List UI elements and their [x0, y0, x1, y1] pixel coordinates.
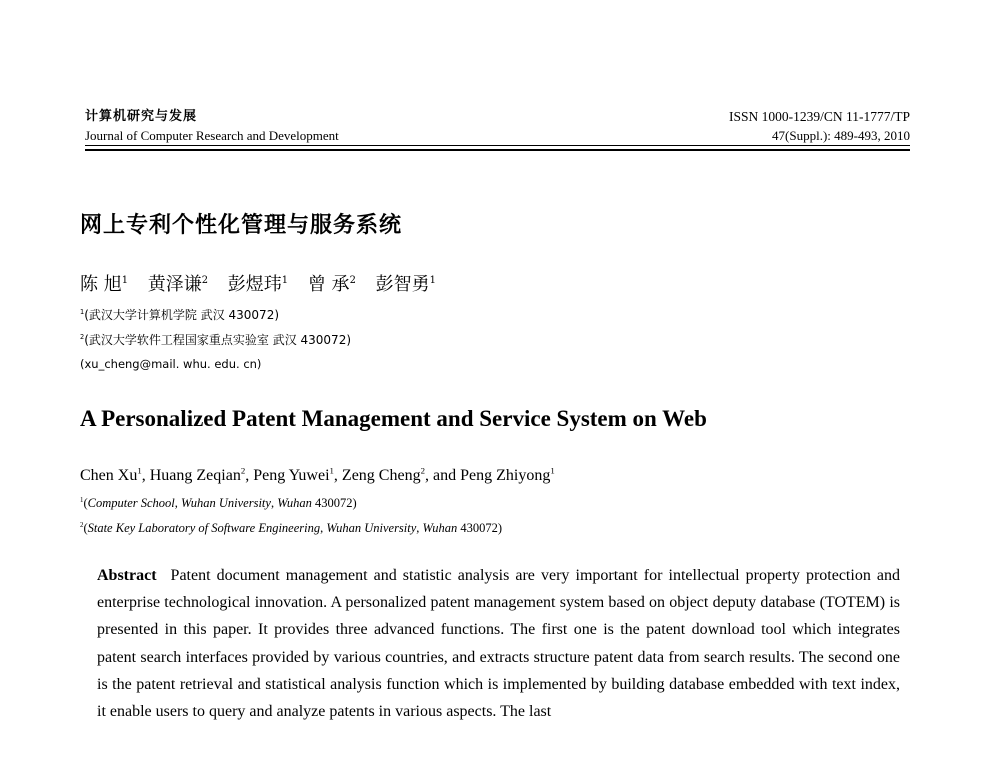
author-cn-affil-mark: 1: [281, 275, 289, 286]
author-en-name: Chen Xu: [80, 467, 138, 484]
journal-issue-block: [729, 108, 910, 144]
title-english: A Personalized Patent Management and Service System on Web: [80, 406, 707, 431]
author-en: [80, 467, 150, 484]
title-chinese: 网上专利个性化管理与服务系统: [80, 213, 403, 238]
affil-paren: (: [83, 496, 88, 510]
author-cn-name: 彭智勇: [375, 274, 430, 295]
author-cn-affil-mark: 2: [349, 275, 356, 286]
journal-name-block: [85, 108, 339, 144]
journal-name-cn: 计算机研究与发展: [85, 109, 198, 124]
abstract: [97, 562, 900, 725]
affil-sep: ,: [174, 496, 182, 510]
affiliation-en-2: [80, 521, 502, 536]
header-rule-thin: [85, 145, 910, 146]
author-en-affil-mark: 2: [420, 465, 425, 476]
affiliation-cn-2: [80, 331, 351, 348]
author-en-name: Peng Yuwei: [253, 467, 330, 484]
affil-univ: Wuhan University: [326, 521, 417, 535]
affil-mark: 2: [80, 521, 84, 529]
affil-mark: 2: [80, 333, 85, 341]
affil-text: (武汉大学软件工程国家重点实验室 武汉 430072): [84, 333, 352, 347]
author-cn-name: 曾 承: [307, 274, 350, 295]
affiliation-en-1: [80, 496, 357, 511]
author-cn-name: 陈 旭: [80, 274, 122, 295]
author-cn: [148, 274, 208, 295]
affil-sep: ,: [270, 496, 278, 510]
author-en-name: Peng Zhiyong: [460, 467, 551, 484]
author-separator: ,: [141, 467, 150, 484]
affil-dept: State Key Laboratory of Software Engineering: [87, 521, 321, 535]
author-en-affil-mark: 1: [329, 465, 334, 476]
affil-dept: Computer School: [87, 496, 175, 510]
author-en-affil-mark: 1: [550, 465, 555, 476]
author-en: [150, 467, 253, 484]
affil-city: Wuhan: [277, 496, 312, 510]
author-separator: , and: [424, 467, 461, 484]
contact-email: (xu_cheng@mail. whu. edu. cn): [80, 357, 262, 371]
affil-sep: ,: [320, 521, 327, 535]
volume-pages: 47(Suppl.): 489-493, 2010: [772, 128, 910, 143]
author-cn: [376, 274, 436, 295]
author-en: [253, 467, 342, 484]
author-en-name: Huang Zeqian: [149, 467, 241, 484]
author-cn-affil-mark: 2: [201, 275, 209, 286]
affil-univ: Wuhan University: [181, 496, 271, 510]
affiliation-cn-1: [80, 306, 279, 323]
author-cn: [80, 274, 128, 295]
author-en-name: Zeng Cheng: [341, 467, 421, 484]
affil-text: (武汉大学计算机学院 武汉 430072): [84, 308, 280, 322]
abstract-text: Patent document management and statistic analysis are very important for intellectual property protection and enterprise technological innovation. A personalized patent management system based on object deputy database (TOTEM) is presented in this paper. It provides three advanced functions. The first one is the patent download tool which integrates patent search interfaces provided by various countries, and extracts structure patent data from search results. The second one is the patent retrieval and statistical analysis function which is implemented by building database embedded with text index, it enable users to query and analyze patents in various aspects. The last: [97, 567, 900, 721]
affil-paren: (: [83, 521, 88, 535]
author-separator: ,: [245, 467, 254, 484]
author-cn-affil-mark: 1: [121, 275, 129, 286]
affil-sep: ,: [416, 521, 423, 535]
authors-english: [80, 467, 555, 485]
journal-name-en: Journal of Computer Research and Development: [85, 128, 339, 143]
affil-mark: 1: [80, 496, 84, 504]
authors-chinese: [80, 270, 450, 296]
affil-code: 430072): [457, 521, 503, 535]
author-cn: [228, 274, 288, 295]
abstract-label: Abstract: [97, 567, 157, 584]
author-en-affil-mark: 2: [240, 465, 246, 476]
author-en-affil-mark: 1: [137, 465, 142, 476]
issn-line: ISSN 1000-1239/CN 11-1777/TP: [728, 109, 910, 124]
affil-city: Wuhan: [422, 521, 458, 535]
affil-code: 430072): [311, 496, 357, 510]
author-cn-affil-mark: 1: [429, 275, 436, 286]
author-en: [460, 467, 555, 484]
author-en: [342, 467, 460, 484]
author-cn-name: 彭煜玮: [227, 274, 282, 295]
author-cn-name: 黄泽谦: [147, 274, 202, 295]
author-separator: ,: [333, 467, 342, 484]
header-rule-thick: [85, 149, 910, 151]
affil-mark: 1: [80, 308, 85, 316]
author-cn: [308, 274, 356, 295]
